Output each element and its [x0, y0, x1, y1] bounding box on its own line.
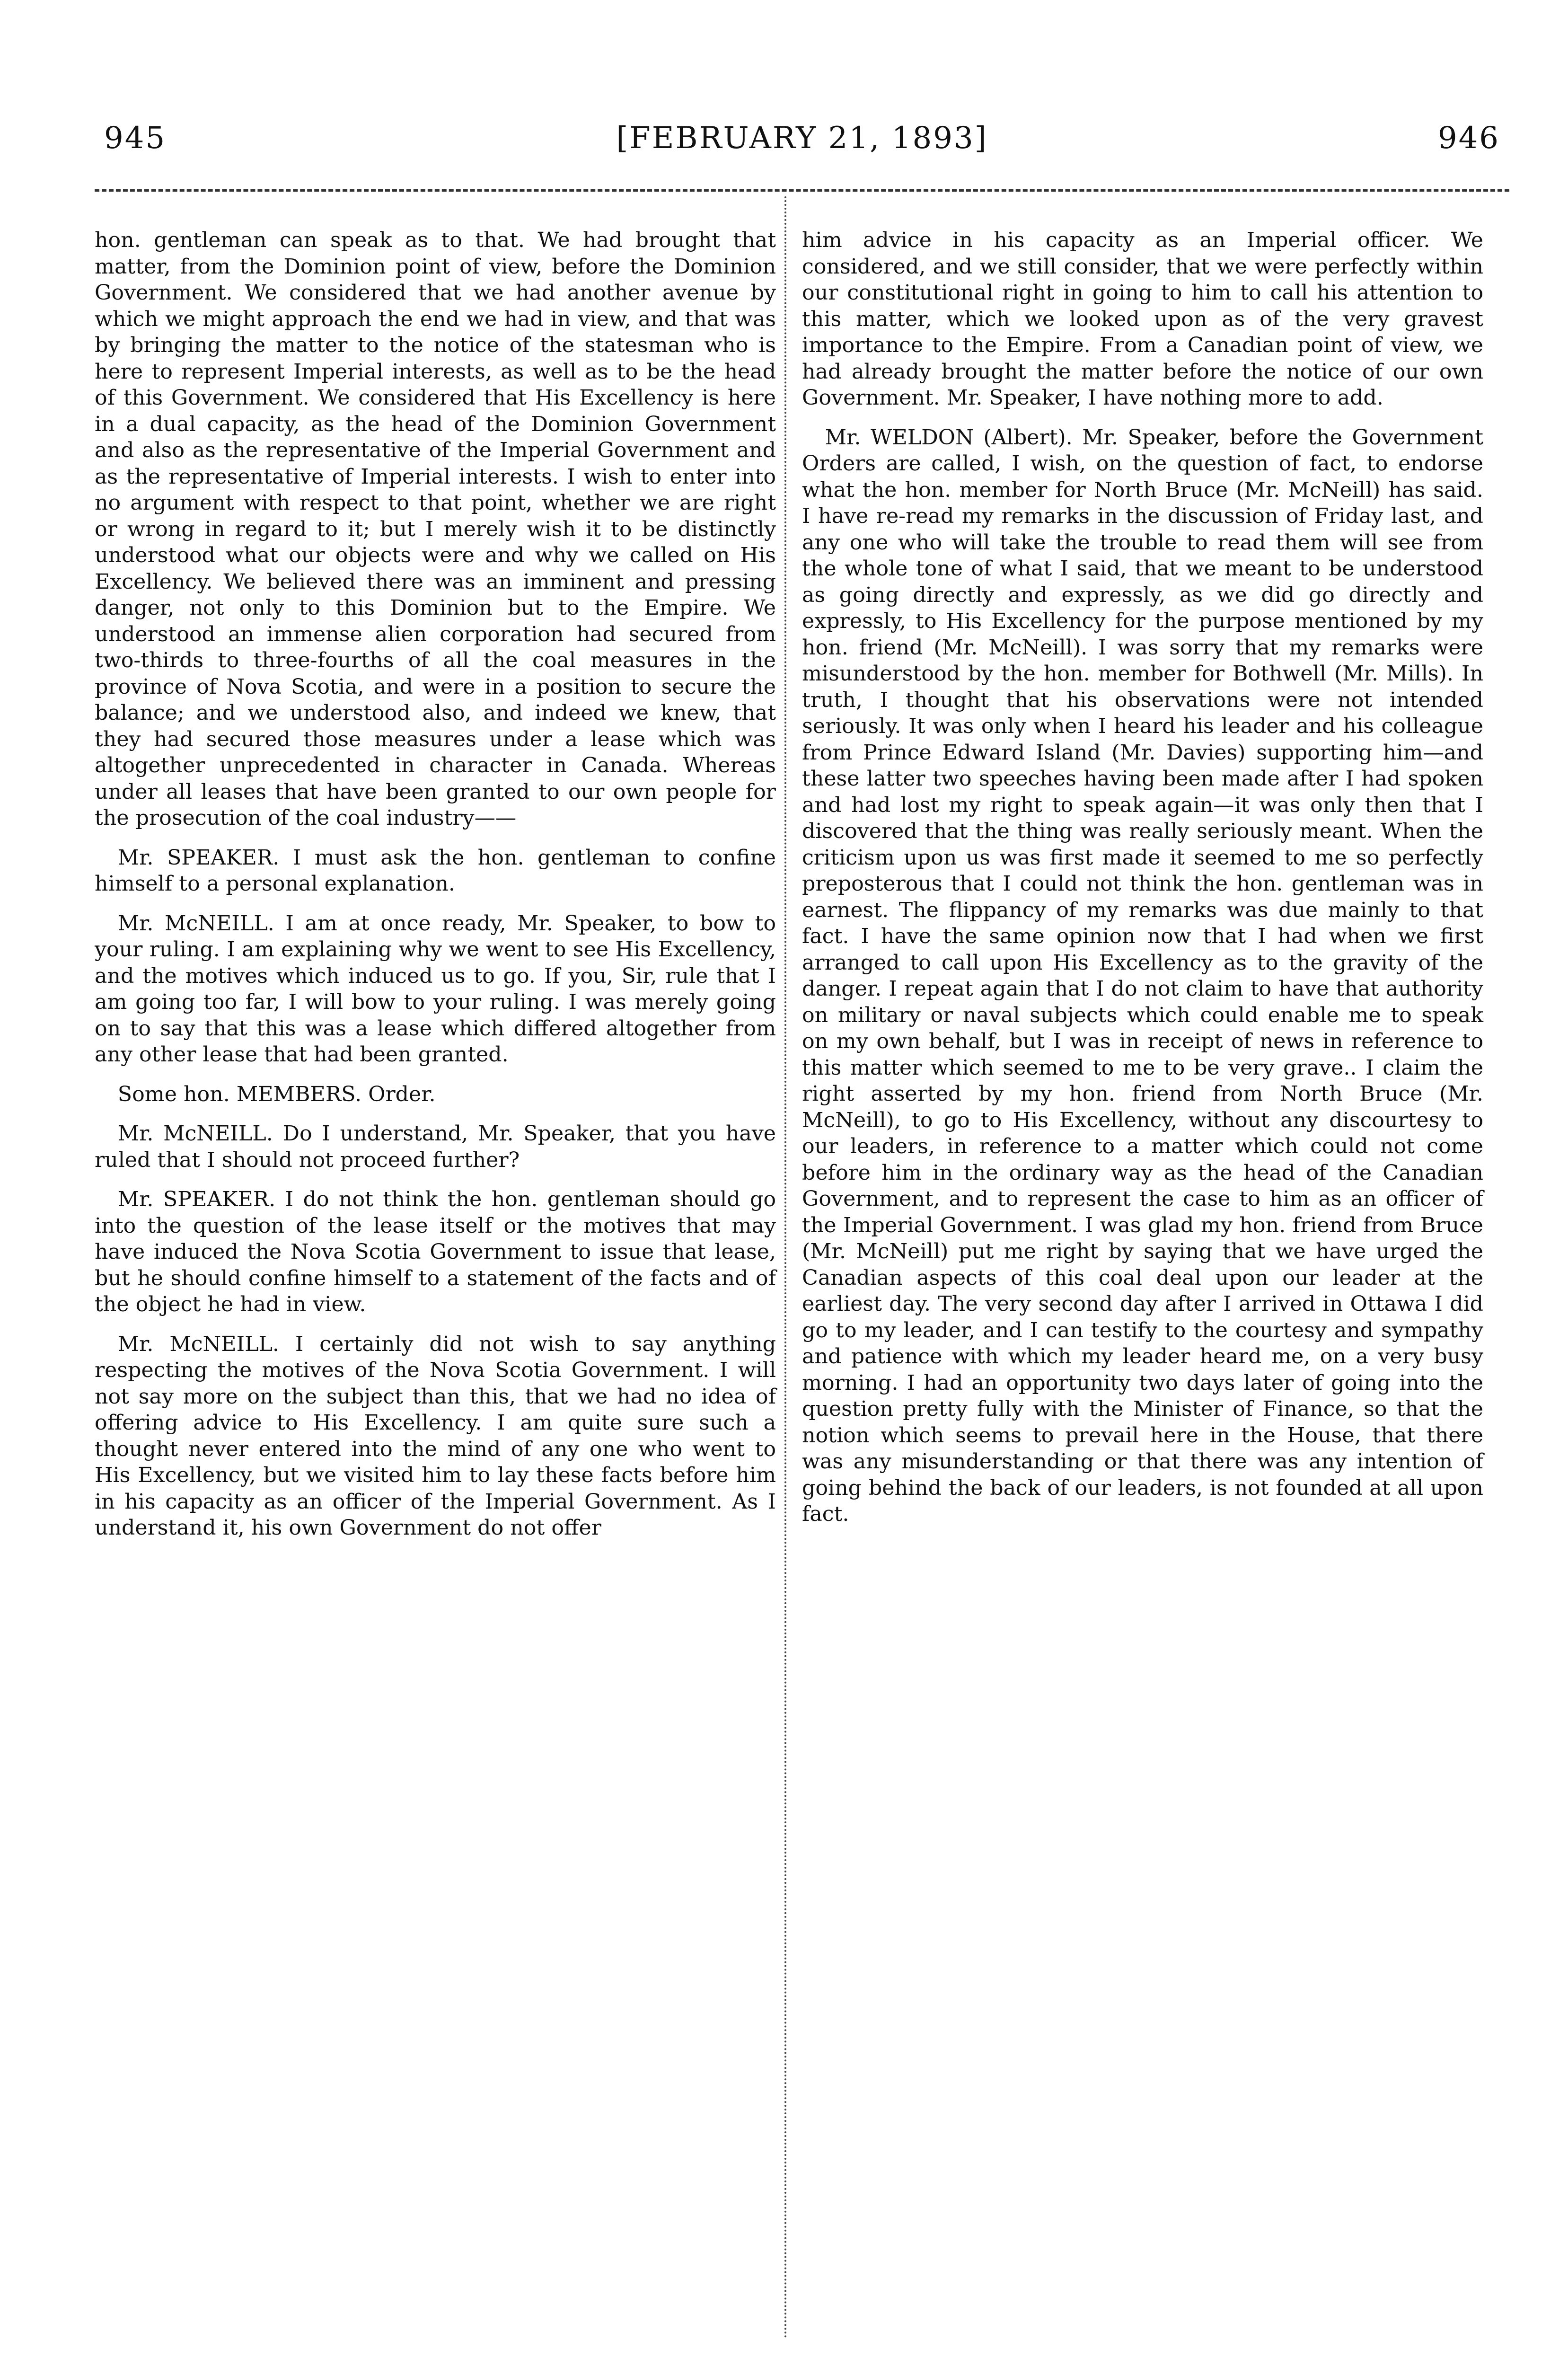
paragraph: Mr. WELDON (Albert). Mr. Speaker, before the Government Orders are called, I wish, on the question of fact, to endorse what the hon. member for North Bruce (Mr. McNeill) has said. I have re-read my remarks in the discussion of Friday last, and any one who will take the trouble to read them will see from the whole tone of what I said, that we meant to be understood as going directly and expressly, as we did go directly and expressly, to His Excellency for the purpose mentioned by my hon. friend (Mr. McNeill). I was sorry that my remarks were misunderstood by the hon. member for Bothwell (Mr. Mills). In truth, I thought that his observations were not intended seriously. It was only when I heard his leader and his colleague from Prince Edward Island (Mr. Davies) supporting him—and these latter two speeches having been made after I had spoken and had lost my right to speak again—it was only then that I discovered that the thing was really seriously meant. When the criticism upon us was first made it seemed to me so perfectly preposterous that I could not think the hon. gentleman was in earnest. The flippancy of my remarks was due mainly to that fact. I have the same opinion now that I had when we first arranged to call upon His Excellency as to the gravity of the danger. I repeat again that I do not claim to have that authority on military or naval subjects which could enable me to speak on my own behalf, but I was in receipt of news in reference to this matter which seemed to me to be very grave.. I claim the right asserted by my hon. friend from North Bruce (Mr. McNeill), to go to His Excellency, without any discourtesy to our leaders, in reference to a matter which could not come before him in the ordinary way as the head of the Canadian Government, and to represent the case to him as an officer of the Imperial Government. I was glad my hon. friend from Bruce (Mr. McNeill) put me right by saying that we have urged the Canadian aspects of this coal deal upon our leader at the earliest day. The very second day after I arrived in Ottawa I did go to my leader, and I can testify to the courtesy and sympathy and patience with which my leader heard me, on a very busy morning. I had an opportunity two days later of going into the question pretty fully with the Minister of Finance, so that the notion which seems to prevail here in the House, that there was any misunderstanding or that there was any intention of going behind the back of our leaders, is not founded at all upon fact.	[802, 425, 1483, 1526]
paragraph: Mr. McNEILL. Do I understand, Mr. Speaker, that you have ruled that I should not proceed further?	[95, 1121, 776, 1172]
running-title-date: [FEBRUARY 21, 1893]	[616, 121, 988, 156]
left-page-number: 945	[104, 121, 167, 156]
paragraph: Mr. SPEAKER. I do not think the hon. gentleman should go into the question of the lease itself or the motives that may have induced the Nova Scotia Government to issue that lease, but he should confine himself to a statement of the facts and of the object he had in view.	[95, 1187, 776, 1316]
page-header	[104, 121, 1500, 163]
paragraph: Some hon. MEMBERS. Order.	[117, 1082, 436, 1106]
paragraph: Mr. McNEILL. I certainly did not wish to say anything respecting the motives of the Nova Scotia Government. I will not say more on the subject than this, that we had no idea of offering advice to His Excellency. I am quite sure such a thought never entered into the mind of any one who went to His Excellency, but we visited him to lay these facts before him in his capacity as an officer of the Imperial Government. As I understand it, his own Government do not offer	[95, 1332, 776, 1540]
right-column	[802, 227, 1483, 1527]
paragraph: Mr. SPEAKER. I must ask the hon. gentleman to confine himself to a personal explanation.	[95, 845, 776, 896]
header-rule	[95, 189, 1509, 192]
paragraph: hon. gentleman can speak as to that. We had brought that matter, from the Dominion point of view, before the Dominion Government. We considered that we had another avenue by which we might approach the end we had in view, and that was by bringing the matter to the notice of the statesman who is here to represent Imperial interests, as well as to be the head of this Government. We considered that His Excellency is here in a dual capacity, as the head of the Dominion Government and also as the representative of the Imperial Government and as the representative of Imperial interests. I wish to enter into no argument with respect to that point, whether we are right or wrong in regard to it; but I merely wish it to be distinctly understood what our objects were and why we called on His Excellency. We believed there was an imminent and pressing danger, not only to this Dominion but to the Empire. We understood an immense alien corporation had secured from two-thirds to three-fourths of all the coal measures in the province of Nova Scotia, and were in a position to secure the balance; and we understood also, and indeed we knew, that they had secured those measures under a lease which was altogether unprecedented in character in Canada. Whereas under all leases that have been granted to our own people for the prosecution of the coal industry——	[95, 228, 776, 830]
right-page-number: 946	[1437, 121, 1500, 156]
paragraph: Mr. McNEILL. I am at once ready, Mr. Speaker, to bow to your ruling. I am explaining why we went to see His Excellency, and the motives which induced us to go. If you, Sir, rule that I am going too far, I will bow to your ruling. I was merely going on to say that this was a lease which differed altogether from any other lease that had been granted.	[95, 911, 776, 1067]
paragraph: him advice in his capacity as an Imperial officer. We considered, and we still consider, that we were perfectly within our constitutional right in going to him to call his attention to this matter, which we looked upon as of the very gravest importance to the Empire. From a Canadian point of view, we had already brought the matter before the notice of our own Government. Mr. Speaker, I have nothing more to add.	[802, 228, 1483, 410]
column-divider	[784, 196, 786, 2340]
left-column	[95, 227, 776, 1541]
